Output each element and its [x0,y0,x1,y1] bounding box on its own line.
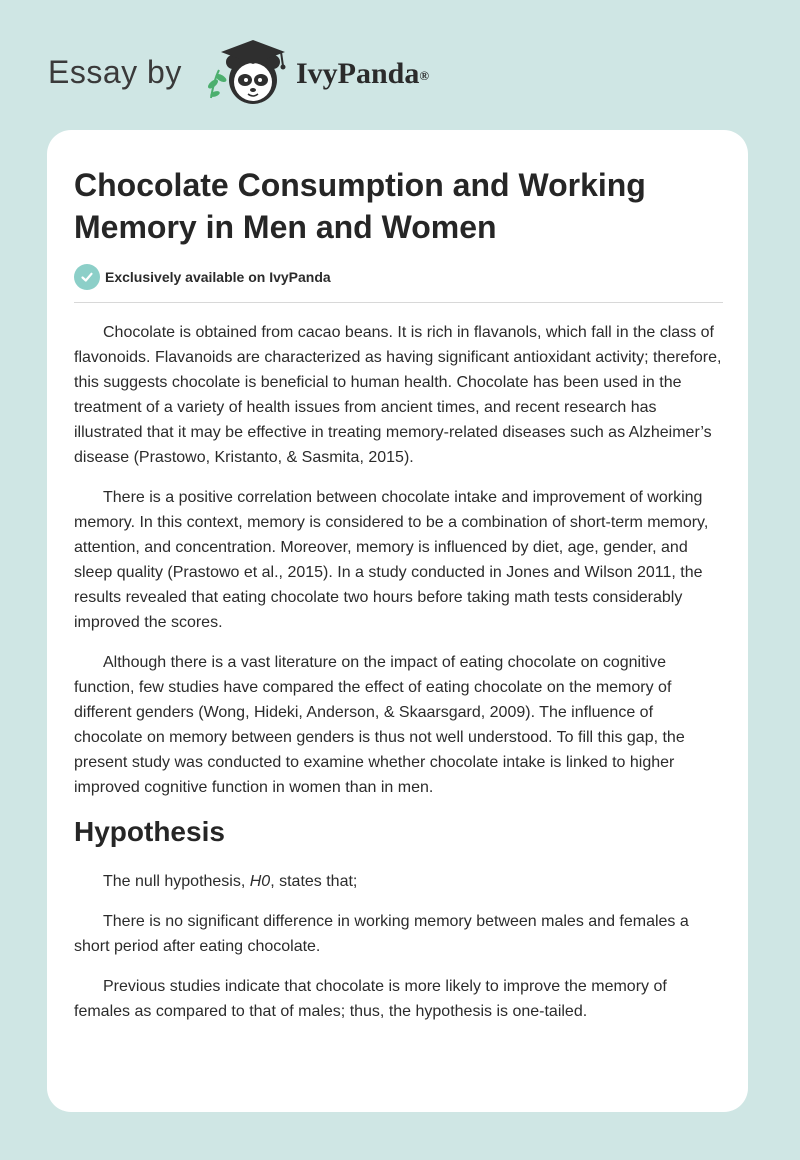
brand-name[interactable] [296,54,429,94]
null-hypothesis-prefix: The null hypothesis, [103,873,250,890]
brand-text: IvyPanda [296,57,420,90]
paragraph: There is a positive correlation between chocolate intake and improvement of working memory. In this context, memory is considered to be a combination of short-term memory, attention, and concentration. Moreover, memory is influenced by diet, age, gender, and sleep quality (Prastowo et al., 2015). In a study conducted in Jones and Wilson 2011, the results revealed that eating chocolate two hours before taking math tests considerably improved the scores. [74,489,709,631]
exclusive-badge [74,264,331,290]
essay-body [74,320,724,1039]
paragraph: Chocolate is obtained from cacao beans. It is rich in flavanols, which fall in the class of flavonoids. Flavanoids are characterized as having significant antioxidant activity; therefore, this suggests chocolate is beneficial to human health. Chocolate has been used in the treatment of a variety of health issues from ancient times, and recent research has illustrated that it may be effective in treating memory-related diseases such as Alzheimer’s disease (Prastowo, Kristanto, & Sasmita, 2015). [74,324,722,466]
essay-by-label: Essay by [48,54,182,90]
null-hypothesis-suffix: , states that; [270,873,358,890]
paragraph: Previous studies indicate that chocolate is more likely to improve the memory of females as compared to that of males; thus, the hypothesis is one-tailed. [74,978,667,1020]
paragraph: Although there is a vast literature on the impact of eating chocolate on cognitive function, few studies have compared the effect of eating chocolate on the memory of different genders (Wong, Hideki, Anderson, & Skaarsgard, 2009). The influence of chocolate on memory between genders is thus not well understood. To fill this gap, the present study was conducted to examine whether chocolate intake is linked to higher improved cognitive function in women than in men. [74,654,685,796]
registered-mark: ® [419,68,430,83]
paragraph: There is no significant difference in working memory between males and females a short period after eating chocolate. [74,913,689,955]
section-heading-hypothesis: Hypothesis [74,816,225,847]
page-title: Chocolate Consumption and Working Memory in Men and Women [74,167,646,245]
checkmark-icon [74,264,100,290]
title-divider [74,302,723,303]
null-hypothesis-symbol: H0 [249,873,271,890]
paragraph-null-hypothesis [74,869,724,894]
site-header [48,36,748,108]
essay-card [47,130,748,1112]
exclusive-badge-label: Exclusively available on IvyPanda [105,269,331,285]
